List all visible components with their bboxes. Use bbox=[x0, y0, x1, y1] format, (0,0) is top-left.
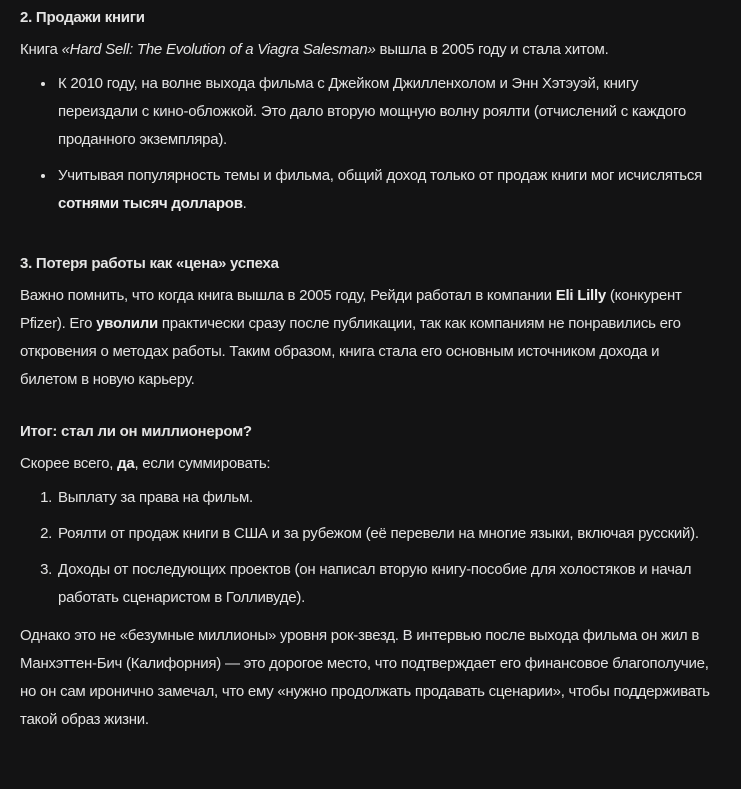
income-sources-list bbox=[20, 484, 717, 612]
text: Важно помнить, что когда книга вышла в 2005 году, Рейди работал в компании bbox=[20, 287, 556, 304]
list-item: 2. Роялти от продаж книги в США и за рубежом (её перевели на многие языки, включая русский). bbox=[56, 520, 717, 548]
text: вышла в 2005 году и стала хитом. bbox=[375, 41, 609, 58]
text: . bbox=[242, 195, 247, 212]
list-item bbox=[56, 70, 717, 154]
summary-heading: Итог: стал ли он миллионером? bbox=[20, 423, 252, 440]
bold-text: Eli Lilly bbox=[555, 287, 606, 304]
section-heading-job-loss: 3. Потеря работы как «цена» успеха bbox=[20, 255, 279, 272]
bold-text: уволили bbox=[96, 315, 158, 332]
book-title: «Hard Sell: The Evolution of a Viagra Salesman» bbox=[61, 41, 376, 58]
text: , если суммировать: bbox=[134, 455, 271, 472]
bold-text: да bbox=[117, 455, 135, 472]
text: Книга bbox=[20, 41, 62, 58]
text: практически сразу после публикации, так как компаниям не понравились его откровения о методах работы. Таким образом, книга стала его основным источником дохода и билетом в новую карьеру. bbox=[20, 315, 681, 388]
job-loss-paragraph bbox=[20, 282, 717, 394]
section-heading-book-sales: 2. Продажи книги bbox=[20, 9, 145, 26]
text: Скорее всего, bbox=[20, 455, 118, 472]
bold-text: сотнями тысяч долларов bbox=[58, 195, 243, 212]
list-item bbox=[56, 162, 717, 218]
text: К 2010 году, на волне выхода фильма с Джейком Джилленхолом и Энн Хэтэуэй, книгу переиздали с кино-обложкой. Это дало вторую мощную волну роялти (отчислений с каждого проданного экземпляра). bbox=[58, 75, 686, 148]
book-intro-paragraph bbox=[20, 36, 717, 64]
closing-paragraph: Однако это не «безумные миллионы» уровня рок-звезд. В интервью после выхода фильма он жил в Манхэттен-Бич (Калифорния) — это дорогое место, что подтверждает его финансовое благополучие, но он сам иронично замечал, что ему «нужно продолжать продавать сценарии», чтобы поддерживать такой образ жизни. bbox=[20, 627, 710, 728]
text: (конкурент Pfizer). Его bbox=[20, 287, 682, 332]
list-item: 1. Выплату за права на фильм. bbox=[56, 484, 717, 512]
text: Учитывая популярность темы и фильма, общий доход только от продаж книги мог исчисляться bbox=[58, 167, 702, 184]
book-sales-list bbox=[20, 70, 717, 218]
list-item: 3. Доходы от последующих проектов (он написал вторую книгу-пособие для холостяков и начал работать сценаристом в Голливуде). bbox=[56, 556, 717, 612]
summary-intro bbox=[20, 450, 717, 478]
